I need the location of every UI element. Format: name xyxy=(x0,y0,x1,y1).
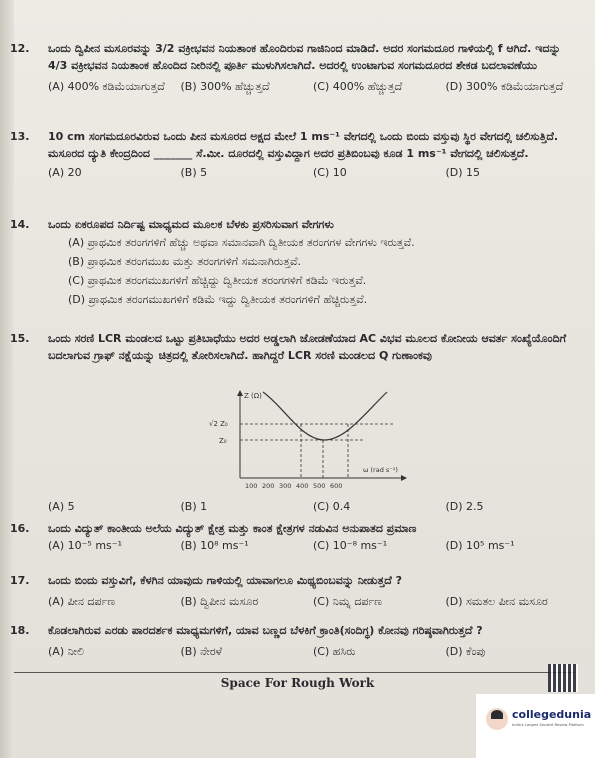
question-14 xyxy=(10,216,578,309)
option-d[interactable]: (D) 2.5 xyxy=(445,500,484,513)
question-text: ಒಂದು ಸರಣಿ LCR ಮಂಡಲದ ಒಟ್ಟು ಪ್ರತಿಬಾಧೆಯು ಅದರ ಅಡ್ಡಲಾಗಿ ಜೋಡಣೆಯಾದ AC ವಿಭವ ಮೂಲದ ಕೋನೀಯ ಆವರ್ತ ಸಂಖ್ಯೆಯೊಂದಿಗೆ ಬದಲಾಗುವ ಗ್ರಾಫ್ ನಕ್ಷೆಯನ್ನು ಚಿತ್ರದಲ್ಲಿ ತೋರಿಸಲಾಗಿದೆ. ಹಾಗಿದ್ದರೆ LCR ಸರಣಿ ಮಂಡಲದ Q ಗುಣಾಂಕವು xyxy=(48,332,567,362)
question-text: ಕೊಡಲಾಗಿರುವ ಎರಡು ಪಾರದರ್ಶಕ ಮಾಧ್ಯಮಗಳಿಗೆ, ಯಾವ ಬಣ್ಣದ ಬೆಳಕಿಗೆ ಕ್ರಾಂತಿ(ಸಂದಿಗ್ಧ) ಕೋನವು ಗರಿಷ್ಠವಾಗಿರುತ್ತದೆ ? xyxy=(48,624,483,637)
option-b[interactable]: (B) ಪ್ರಾಥಮಿಕ ತರಂಗಮುಖ ಮತ್ತು ತರಂಗಗಳಿಗೆ ಸಮನಾಗಿರುತ್ತವೆ. xyxy=(68,255,301,268)
option-a[interactable]: (A) ಪೀನ ದರ್ಪಣ xyxy=(48,595,116,608)
impedance-graph xyxy=(205,388,430,496)
question-text: ಒಂದು ವಿದ್ಯುತ್ ಕಾಂತೀಯ ಅಲೆಯ ವಿದ್ಯುತ್ ಕ್ಷೇತ್ರ ಮತ್ತು ಕಾಂತ ಕ್ಷೇತ್ರಗಳ ನಡುವಿನ ಅನುಪಾತದ ಪ್ರಮಾಣ xyxy=(48,522,417,535)
question-number: 12. xyxy=(10,42,30,55)
option-a[interactable]: (A) 5 xyxy=(48,500,75,513)
option-c[interactable]: (C) ನಿಮ್ನ ದರ್ಪಣ xyxy=(313,595,382,608)
option-c[interactable]: (C) 0.4 xyxy=(313,500,351,513)
option-d[interactable]: (D) ಕೆಂಪು xyxy=(445,645,486,658)
options-list xyxy=(48,233,578,309)
option-b[interactable]: (B) ದ್ವಿಪೀನ ಮಸೂರ xyxy=(180,595,259,608)
logo-avatar-icon xyxy=(486,708,508,730)
option-b[interactable]: (B) ನೇರಳೆ xyxy=(180,645,223,658)
question-12 xyxy=(10,40,578,95)
option-c[interactable]: (C) ಪ್ರಾಥಮಿಕ ತರಂಗಮುಖಗಳಿಗೆ ಹೆಚ್ಚಿದ್ದು ದ್ವಿತೀಯಕ ತರಂಗಗಳಿಗೆ ಕಡಿಮೆ ಇರುತ್ತವೆ. xyxy=(68,274,367,287)
option-b[interactable]: (B) 10⁸ ms⁻¹ xyxy=(180,539,249,552)
question-17 xyxy=(10,572,578,610)
option-b[interactable]: (B) 5 xyxy=(180,166,208,179)
y-tick-z0: Z₀ xyxy=(219,437,227,445)
collegedunia-logo[interactable] xyxy=(476,694,595,758)
y-axis-arrow xyxy=(237,390,243,396)
options-row xyxy=(48,164,578,181)
option-b[interactable]: (B) 300% ಹೆಚ್ಚುತ್ತದೆ xyxy=(180,80,270,93)
question-text: ಒಂದು ದ್ವಿಪೀನ ಮಸೂರವನ್ನು 3/2 ವಕ್ರೀಭವನ ನಿಯತಾಂಕ ಹೊಂದಿರುವ ಗಾಜಿನಿಂದ ಮಾಡಿದೆ. ಅದರ ಸಂಗಮದೂರ ಗಾಳಿಯಲ್ಲಿ f ಆಗಿದೆ. ಇದನ್ನು 4/3 ವಕ್ರೀಭವನ ನಿಯತಾಂಕ ಹೊಂದಿದ ನೀರಿನಲ್ಲಿ ಪೂರ್ತಿ ಮುಳುಗಿಸಲಾಗಿದೆ. ಅದರಲ್ಲಿ ಉಂಟಾಗುವ ಸಂಗಮದೂರದ ಶೇಕಡ ಬದಲಾವಣೆಯು xyxy=(48,42,561,72)
question-text: 10 cm ಸಂಗಮದೂರವಿರುವ ಒಂದು ಪೀನ ಮಸೂರದ ಅಕ್ಷದ ಮೇಲೆ 1 ms⁻¹ ವೇಗದಲ್ಲಿ ಒಂದು ಬಿಂದು ವಸ್ತುವು ಸ್ಥಿರ ವೇಗದಲ್ಲಿ ಚಲಿಸುತ್ತಿದೆ. ಮಸೂರದ ದ್ಯುತಿ ಕೇಂದ್ರದಿಂದ _______ ಸೆ.ಮೀ. ದೂರದಲ್ಲಿ ವಸ್ತುವಿದ್ದಾಗ ಅದರ ಪ್ರತಿಬಿಂಬವು ಕೂಡ 1 ms⁻¹ ವೇಗದಲ್ಲಿ ಚಲಿಸುತ್ತದೆ. xyxy=(48,130,559,160)
logo-tagline: India's Largest Student Review Platform xyxy=(512,723,584,727)
option-d[interactable]: (D) ಸಮತಲ ಪೀನ ಮಸೂರ xyxy=(445,595,548,608)
question-text: ಒಂದು ಏಕರೂಪದ ನಿರ್ದಿಷ್ಟ ಮಾಧ್ಯಮದ ಮೂಲಕ ಬೆಳಕು ಪ್ರಸರಿಸುವಾಗ ವೇಗಗಳು xyxy=(48,218,334,231)
question-number: 13. xyxy=(10,130,30,143)
page-binding xyxy=(0,0,14,758)
x-axis-label: ω (rad s⁻¹) xyxy=(363,466,398,474)
question-number: 15. xyxy=(10,332,30,345)
options-row xyxy=(48,78,578,95)
logo-brand: collegedunia xyxy=(512,708,592,721)
option-d[interactable]: (D) 10⁵ ms⁻¹ xyxy=(445,539,515,552)
x-tick-100: 100 xyxy=(245,482,258,490)
option-c[interactable]: (C) ಹಸಿರು xyxy=(313,645,356,658)
option-c[interactable]: (C) 400% ಹೆಚ್ಚುತ್ತದೆ xyxy=(313,80,403,93)
question-13 xyxy=(10,128,578,181)
option-d[interactable]: (D) 300% ಕಡಿಮೆಯಾಗುತ್ತದೆ xyxy=(445,80,564,93)
option-d[interactable]: (D) 15 xyxy=(445,166,481,179)
option-a[interactable]: (A) 10⁻⁵ ms⁻¹ xyxy=(48,539,122,552)
x-tick-600: 600 xyxy=(330,482,343,490)
option-d[interactable]: (D) ಪ್ರಾಥಮಿಕ ತರಂಗಮುಖಗಳಿಗೆ ಕಡಿಮೆ ಇದ್ದು ದ್ವಿತೀಯಕ ತರಂಗಗಳಿಗೆ ಹೆಚ್ಚಿರುತ್ತವೆ. xyxy=(68,293,368,306)
option-c[interactable]: (C) 10⁻⁸ ms⁻¹ xyxy=(313,539,388,552)
footer-divider xyxy=(14,672,575,673)
x-tick-200: 200 xyxy=(262,482,275,490)
option-b[interactable]: (B) 1 xyxy=(180,500,208,513)
option-a[interactable]: (A) ನೀಲಿ xyxy=(48,645,84,658)
impedance-curve xyxy=(263,392,387,440)
question-number: 16. xyxy=(10,522,30,535)
option-a[interactable]: (A) ಪ್ರಾಥಮಿಕ ತರಂಗಗಳಿಗೆ ಹೆಚ್ಚು ಅಥವಾ ಸಮಾನವಾಗಿ ದ್ವಿತೀಯಕ ತರಂಗಗಳ ವೇಗಗಳು ಇರುತ್ತವೆ. xyxy=(68,236,415,249)
question-15-options xyxy=(48,498,578,515)
options-row xyxy=(48,643,578,660)
options-row xyxy=(48,498,578,515)
x-tick-400: 400 xyxy=(296,482,309,490)
qr-code-icon xyxy=(548,664,578,692)
question-number: 14. xyxy=(10,218,30,231)
question-18 xyxy=(10,622,578,660)
y-axis-label: Z (Ω) xyxy=(244,392,262,400)
question-number: 18. xyxy=(10,624,30,637)
question-16 xyxy=(10,520,578,554)
x-tick-300: 300 xyxy=(279,482,292,490)
option-c[interactable]: (C) 10 xyxy=(313,166,347,179)
question-number: 17. xyxy=(10,574,30,587)
rough-work-label: Space For Rough Work xyxy=(220,676,375,690)
question-15 xyxy=(10,330,578,364)
options-row xyxy=(48,593,578,610)
y-tick-root2-z0: √2 Z₀ xyxy=(209,420,228,428)
option-a[interactable]: (A) 400% ಕಡಿಮೆಯಾಗುತ್ತದೆ xyxy=(48,80,165,93)
question-text: ಒಂದು ಬಿಂದು ವಸ್ತುವಿಗೆ, ಕೆಳಗಿನ ಯಾವುದು ಗಾಳಿಯಲ್ಲಿ ಯಾವಾಗಲೂ ಮಿಥ್ಯಬಿಂಬವನ್ನು ನೀಡುತ್ತದೆ ? xyxy=(48,574,403,587)
x-tick-500: 500 xyxy=(313,482,326,490)
option-a[interactable]: (A) 20 xyxy=(48,166,82,179)
options-row xyxy=(48,537,578,554)
x-axis-arrow xyxy=(401,475,407,481)
